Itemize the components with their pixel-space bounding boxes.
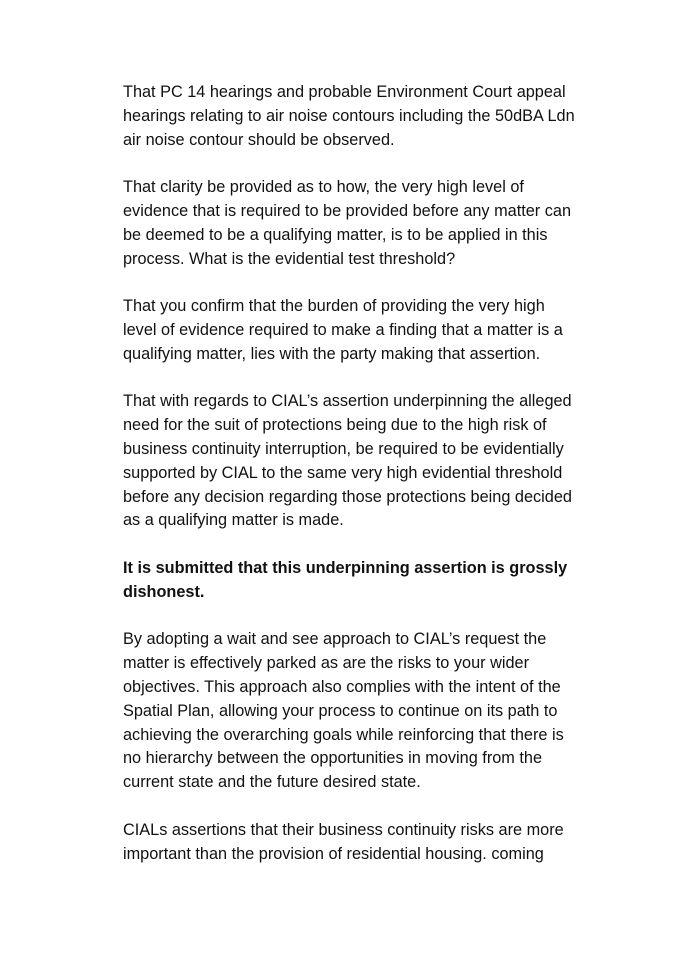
- text-line: qualifying matter, lies with the party making that assertion.: [123, 344, 541, 363]
- text-line: level of evidence required to make a finding that a matter is a: [123, 320, 563, 339]
- text-line: be deemed to be a qualifying matter, is to be applied in this: [123, 225, 548, 244]
- text-line: evidence that is required to be provided before any matter can: [123, 201, 572, 220]
- text-line: That PC 14 hearings and probable Environment Court appeal: [123, 83, 566, 101]
- text-line: no hierarchy between the opportunities in moving from the: [123, 749, 543, 768]
- paragraph-pc14-hearings: [123, 81, 593, 152]
- document-body: [123, 81, 593, 890]
- text-line: as a qualifying matter is made.: [123, 511, 344, 530]
- paragraph-cial-continuity-risks: [123, 819, 593, 867]
- text-line: matter is effectively parked as are the risks to your wider: [123, 654, 529, 673]
- text-line: That clarity be provided as to how, the very high level of: [123, 178, 524, 197]
- text-line: By adopting a wait and see approach to CIAL’s request the: [123, 630, 547, 649]
- paragraph-clarity-evidence: [123, 176, 593, 271]
- paragraph-burden-of-proof: [123, 295, 593, 366]
- paragraph-submission-bold: [123, 557, 593, 605]
- text-line: current state and the future desired state.: [123, 773, 421, 792]
- text-line: objectives. This approach also complies with the intent of the: [123, 677, 561, 696]
- text-line: before any decision regarding those protections being decided: [123, 487, 572, 506]
- text-line: CIALs assertions that their business continuity risks are more: [123, 820, 564, 839]
- text-line: It is submitted that this underpinning assertion is grossly: [123, 558, 568, 577]
- text-line: That you confirm that the burden of providing the very high: [123, 297, 545, 316]
- text-line: air noise contour should be observed.: [123, 130, 395, 149]
- text-line: hearings relating to air noise contours including the 50dBA Ldn: [123, 106, 575, 125]
- text-line: important than the provision of residential housing. coming: [123, 844, 544, 863]
- text-line: achieving the overarching goals while reinforcing that there is: [123, 725, 564, 744]
- text-line: supported by CIAL to the same very high evidential threshold: [123, 463, 563, 482]
- text-line: Spatial Plan, allowing your process to continue on its path to: [123, 701, 558, 720]
- text-line: process. What is the evidential test threshold?: [123, 249, 456, 268]
- text-line: dishonest.: [123, 582, 205, 601]
- paragraph-cial-assertion: [123, 390, 593, 533]
- text-line: That with regards to CIAL’s assertion underpinning the alleged: [123, 392, 572, 411]
- paragraph-wait-and-see: [123, 628, 593, 795]
- text-line: business continuity interruption, be required to be evidentially: [123, 439, 564, 458]
- text-line: need for the suit of protections being due to the high risk of: [123, 416, 547, 435]
